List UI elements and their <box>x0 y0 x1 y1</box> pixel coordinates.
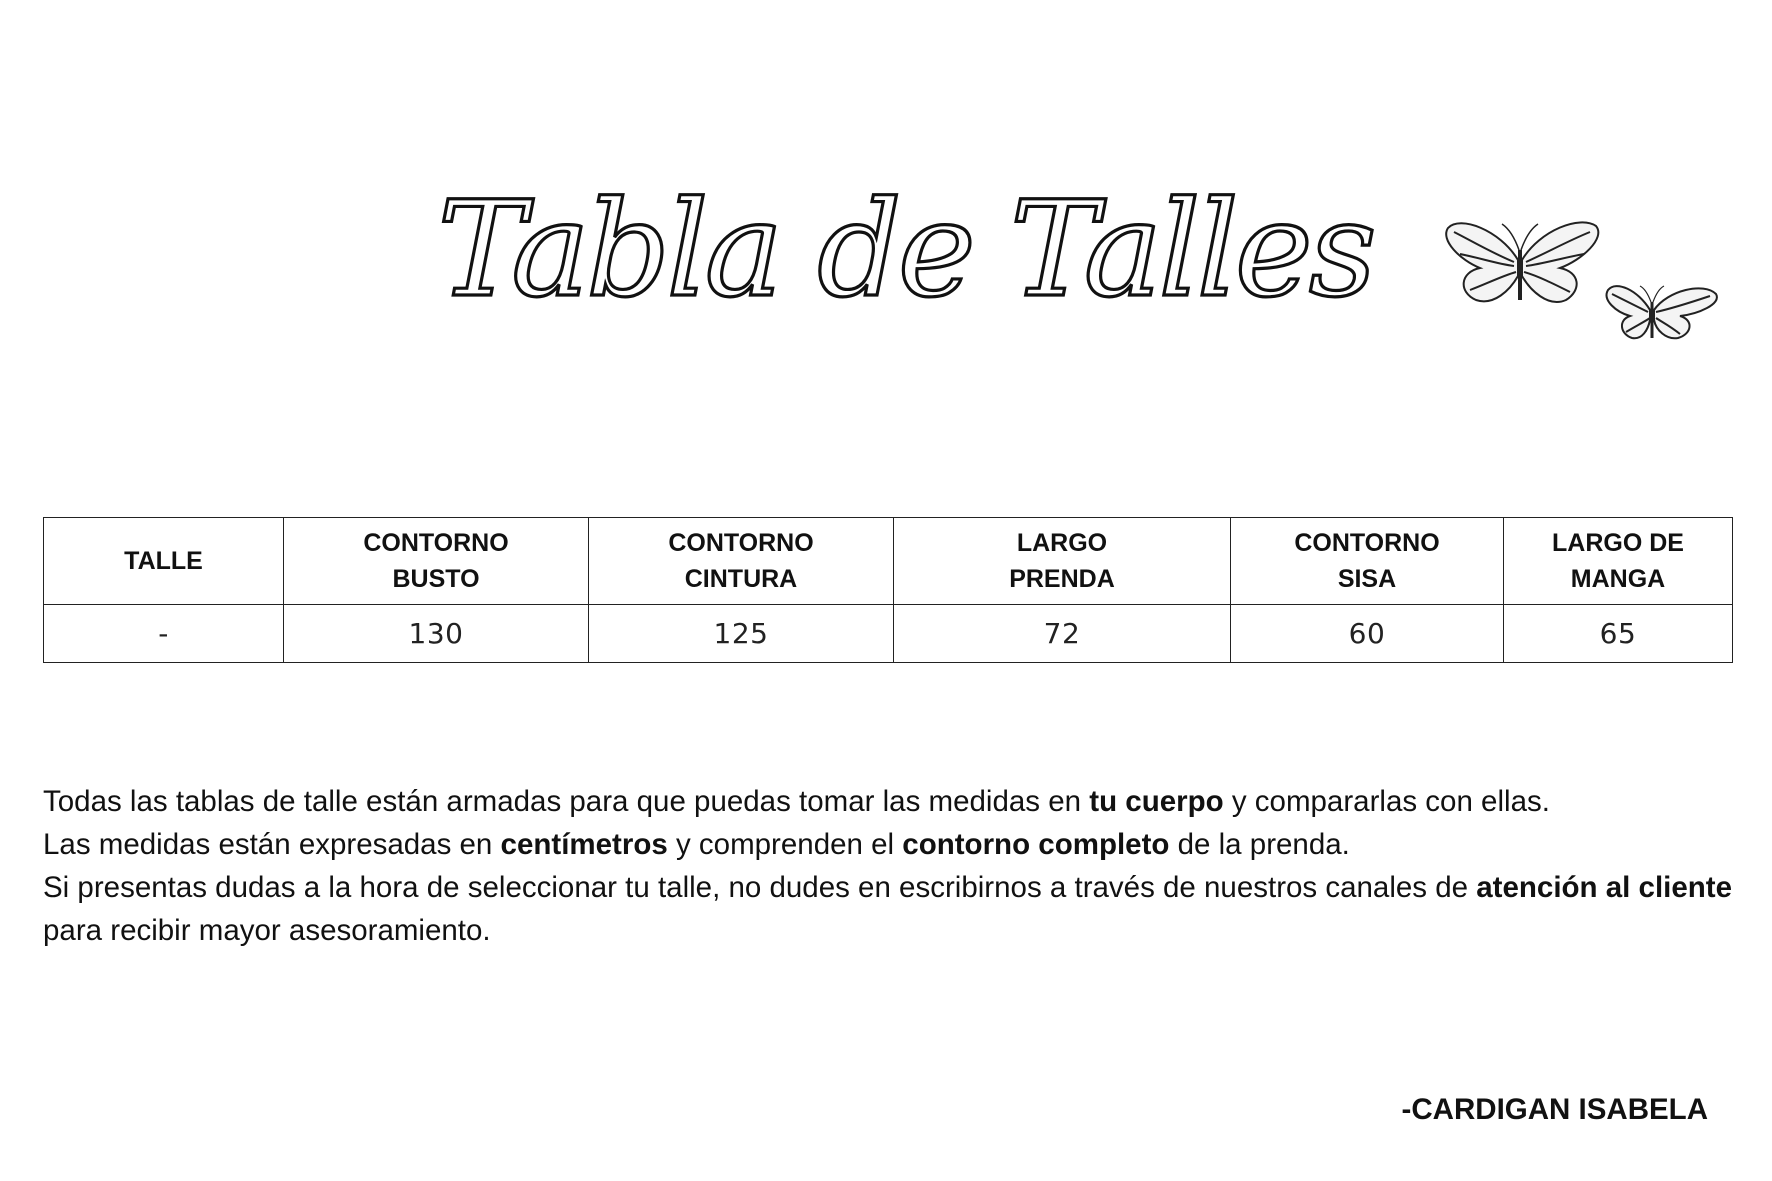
cell-contorno-sisa: 60 <box>1231 605 1504 663</box>
column-header-talle: TALLE <box>44 518 284 605</box>
product-signature: -CARDIGAN ISABELA <box>1401 1093 1708 1126</box>
cell-largo-manga: 65 <box>1504 605 1733 663</box>
page-title <box>437 120 1373 380</box>
column-header-contorno-sisa: CONTORNO SISA <box>1231 518 1504 605</box>
cell-largo-prenda: 72 <box>894 605 1231 663</box>
note-paragraph-2: Las medidas están expresadas en centímetros y comprenden el contorno completo de la prenda. <box>43 828 1350 861</box>
column-header-largo-manga: LARGO DE MANGA <box>1504 518 1733 605</box>
cell-contorno-cintura: 125 <box>589 605 894 663</box>
size-table <box>43 517 1733 663</box>
column-header-contorno-cintura: CONTORNO CINTURA <box>589 518 894 605</box>
table-header-row <box>44 518 1733 605</box>
cell-contorno-busto: 130 <box>284 605 589 663</box>
table-row <box>44 605 1733 663</box>
cell-talle: - <box>44 605 284 663</box>
column-header-contorno-busto: CONTORNO BUSTO <box>284 518 589 605</box>
note-paragraph-1: Todas las tablas de talle están armadas para que puedas tomar las medidas en tu cuerpo y compararlas con ellas. <box>43 785 1550 818</box>
butterfly-small-icon <box>1607 286 1717 338</box>
page-title-text: Tabla de Talles <box>437 173 1373 327</box>
butterflies-icon <box>1440 210 1730 360</box>
size-note <box>43 780 1732 952</box>
column-header-largo-prenda: LARGO PRENDA <box>894 518 1231 605</box>
note-paragraph-3: Si presentas dudas a la hora de seleccionar tu talle, no dudes en escribirnos a través de nuestros canales de atención al cliente para recibir mayor asesoramiento. <box>43 871 1733 947</box>
butterfly-large-icon <box>1446 222 1598 302</box>
